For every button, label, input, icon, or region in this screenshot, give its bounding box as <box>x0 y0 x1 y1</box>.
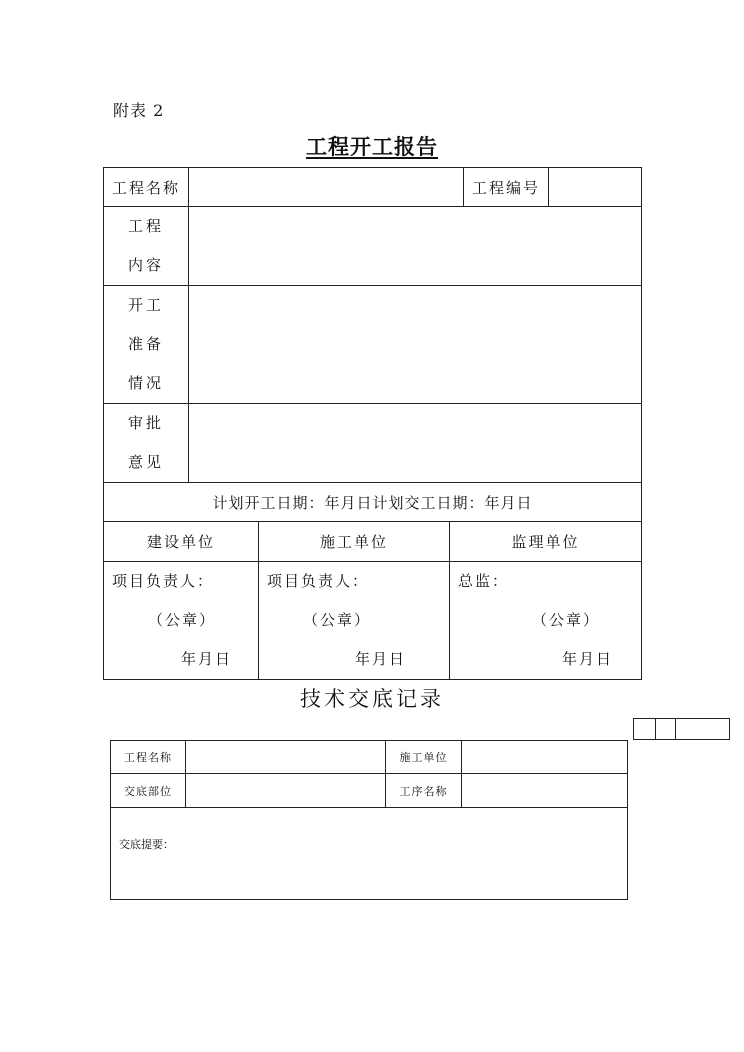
disclosure-summary-label: 交底提要： <box>119 838 174 851</box>
seal-label: （公章） <box>303 611 372 629</box>
content-label <box>104 207 189 286</box>
project-number-field[interactable] <box>549 168 642 207</box>
preparation-label <box>104 286 189 404</box>
content-field[interactable] <box>189 207 642 286</box>
disclosure-part-label: 交底部位 <box>111 774 186 808</box>
party-header-supervisor: 监理单位 <box>450 522 642 562</box>
signature-cell-supervisor[interactable] <box>450 562 642 680</box>
signature-cell-owner[interactable] <box>104 562 259 680</box>
sign-date: 年月日 <box>181 650 233 668</box>
disclosure-project-name-field[interactable] <box>186 741 386 774</box>
preparation-label-line: 准备 <box>127 335 164 353</box>
disclosure-construction-unit-field[interactable] <box>462 741 628 774</box>
preparation-label-line: 情况 <box>127 374 164 392</box>
signature-label: 项目负责人： <box>112 572 215 590</box>
signature-cell-contractor[interactable] <box>259 562 450 680</box>
sign-date: 年月日 <box>562 650 614 668</box>
record-number-box[interactable] <box>655 718 676 740</box>
process-name-label: 工序名称 <box>386 774 462 808</box>
project-name-label: 工程名称 <box>104 168 189 207</box>
report-title: 工程开工报告 <box>306 134 438 159</box>
record-number-boxes <box>633 718 729 739</box>
content-label-line: 内容 <box>127 256 164 274</box>
approval-label-line: 意见 <box>127 453 164 471</box>
approval-field[interactable] <box>189 404 642 483</box>
disclosure-title: 技术交底记录 <box>300 687 444 711</box>
project-number-label: 工程编号 <box>464 168 549 207</box>
project-name-field[interactable] <box>189 168 464 207</box>
seal-label: （公章） <box>532 611 601 629</box>
attachment-label: 附表 2 <box>113 101 165 120</box>
disclosure-summary-field[interactable] <box>111 808 628 900</box>
content-label-line: 工程 <box>127 217 164 235</box>
preparation-field[interactable] <box>189 286 642 404</box>
disclosure-table <box>110 740 628 900</box>
planned-dates-line: 计划开工日期：年月日计划交工日期：年月日 <box>104 483 642 522</box>
process-name-field[interactable] <box>462 774 628 808</box>
disclosure-construction-unit-label: 施工单位 <box>386 741 462 774</box>
sign-date: 年月日 <box>355 650 407 668</box>
seal-label: （公章） <box>148 611 217 629</box>
signature-label: 总监： <box>458 572 510 590</box>
start-report-table <box>103 167 642 680</box>
record-number-box[interactable] <box>633 718 656 740</box>
signature-label: 项目负责人： <box>267 572 370 590</box>
approval-label <box>104 404 189 483</box>
party-header-construction-owner: 建设单位 <box>104 522 259 562</box>
approval-label-line: 审批 <box>127 414 164 432</box>
disclosure-part-field[interactable] <box>186 774 386 808</box>
disclosure-project-name-label: 工程名称 <box>111 741 186 774</box>
party-header-contractor: 施工单位 <box>259 522 450 562</box>
preparation-label-line: 开工 <box>127 296 164 314</box>
record-number-box[interactable] <box>675 718 730 740</box>
